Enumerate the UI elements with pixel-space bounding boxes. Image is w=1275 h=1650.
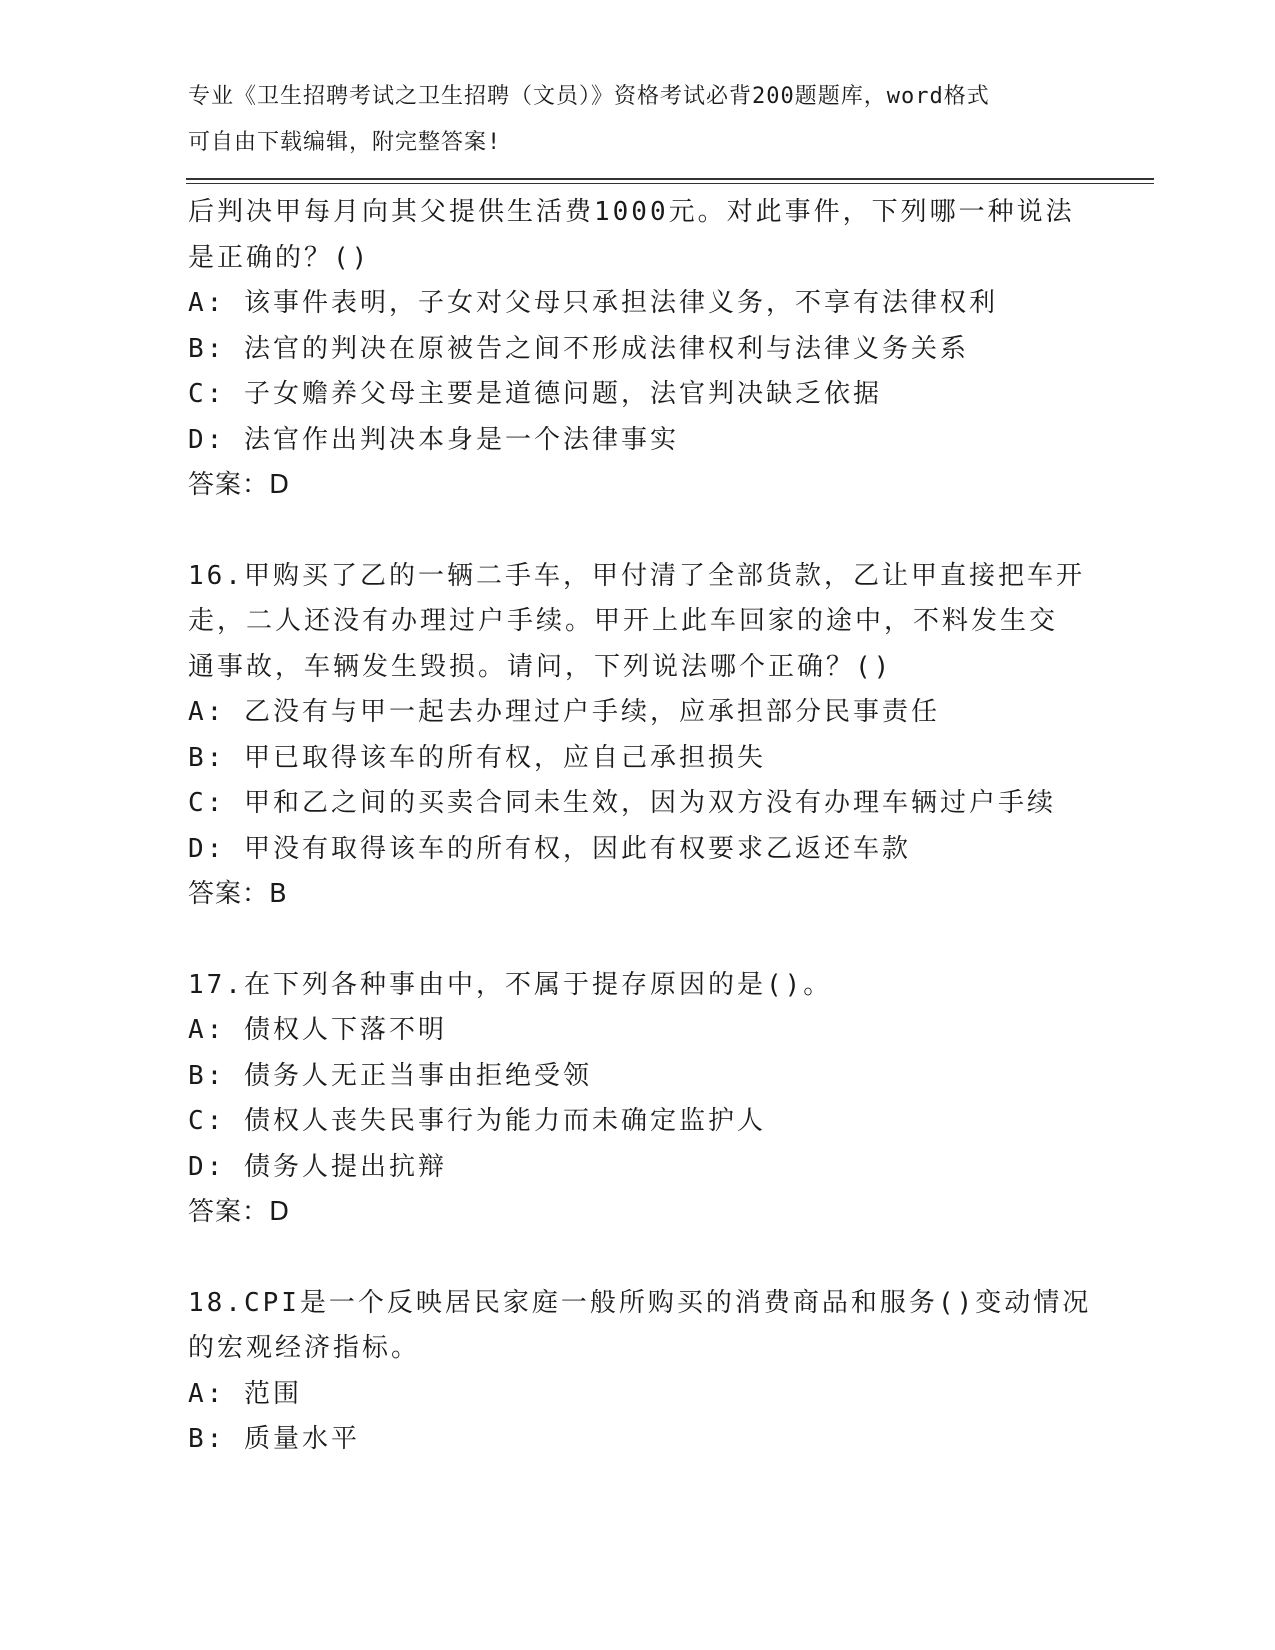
- option-a: A: 乙没有与甲一起去办理过户手续，应承担部分民事责任: [188, 697, 940, 727]
- question-stem: 通事故，车辆发生毁损。请问，下列说法哪个正确？(): [188, 651, 893, 682]
- option-a: A: 债权人下落不明: [188, 1015, 447, 1045]
- option-a: A: 该事件表明，子女对父母只承担法律义务，不享有法律权利: [188, 288, 998, 318]
- question-spacer: [188, 509, 1118, 554]
- header-divider-thin: [186, 183, 1154, 184]
- answer-line: 答案：D: [188, 1197, 291, 1227]
- question-stem: 16.甲购买了乙的一辆二手车，甲付清了全部货款，乙让甲直接把车开: [188, 560, 1085, 591]
- option-b: B: 甲已取得该车的所有权，应自己承担损失: [188, 742, 766, 773]
- question-stem: 走，二人还没有办理过户手续。甲开上此车回家的途中，不料发生交: [188, 606, 1059, 636]
- header-divider: [186, 178, 1154, 180]
- question-16: [188, 554, 1118, 918]
- header-title-line1: 专业《卫生招聘考试之卫生招聘（文员）》资格考试必背200题题库，word格式: [188, 84, 990, 109]
- question-15: [188, 190, 1118, 509]
- question-list: [188, 190, 1118, 1463]
- document-header: [188, 74, 1088, 165]
- question-spacer: [188, 1236, 1118, 1281]
- option-d: D: 法官作出判决本身是一个法律事实: [188, 424, 679, 455]
- question-stem: 后判决甲每月向其父提供生活费1000元。对此事件，下列哪一种说法: [188, 197, 1075, 227]
- option-d: D: 债务人提出抗辩: [188, 1151, 447, 1182]
- header-title-line2: 可自由下载编辑，附完整答案!: [188, 129, 502, 155]
- question-stem: 18.CPI是一个反映居民家庭一般所购买的消费商品和服务()变动情况: [188, 1287, 1092, 1318]
- option-c: C: 子女赡养父母主要是道德问题，法官判决缺乏依据: [188, 379, 882, 409]
- option-b: B: 债务人无正当事由拒绝受领: [188, 1060, 592, 1091]
- question-stem: 17.在下列各种事由中，不属于提存原因的是()。: [188, 969, 833, 1000]
- question-18: [188, 1281, 1118, 1463]
- question-stem: 的宏观经济指标。: [188, 1333, 421, 1363]
- answer-line: 答案：D: [188, 470, 291, 500]
- option-b: B: 法官的判决在原被告之间不形成法律权利与法律义务关系: [188, 333, 969, 364]
- question-spacer: [188, 918, 1118, 963]
- answer-line: 答案：B: [188, 879, 288, 909]
- option-d: D: 甲没有取得该车的所有权，因此有权要求乙返还车款: [188, 833, 911, 864]
- option-b: B: 质量水平: [188, 1424, 360, 1454]
- question-17: [188, 963, 1118, 1236]
- option-a: A: 范围: [188, 1378, 302, 1409]
- option-c: C: 债权人丧失民事行为能力而未确定监护人: [188, 1106, 766, 1136]
- option-c: C: 甲和乙之间的买卖合同未生效，因为双方没有办理车辆过户手续: [188, 788, 1056, 818]
- question-stem: 是正确的？(): [188, 242, 371, 273]
